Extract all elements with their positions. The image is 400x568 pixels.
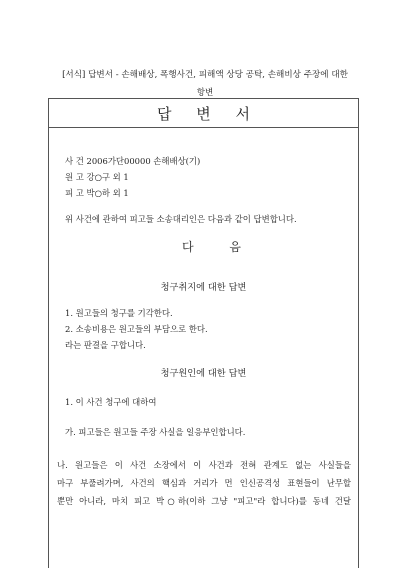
answer-document-frame xyxy=(48,98,359,568)
paragraph-na-line-3: 뿐만 아니라, 마치 피고 박○하(이하 그냥 "피고"라 합니다)를 동네 건달 xyxy=(57,496,351,506)
document-title: 답 변 서 xyxy=(156,104,260,123)
paragraph-na-line-1: 나. 원고들은 이 사건 소장에서 이 사건과 전혀 관계도 없는 사실들을 xyxy=(57,460,351,470)
next-heading: 다 음 xyxy=(182,240,257,254)
caption-line-1: [서식] 답변서 - 손해배상, 폭행사건, 피해액 상당 공탁, 손해비상 주장에 대한 xyxy=(62,70,348,80)
case-line: 사 건 2006가단00000 손해배상(기) xyxy=(65,156,201,166)
subsection-1-title: 1. 이 사건 청구에 대하여 xyxy=(65,397,157,407)
section-claim-cause-title: 청구원인에 대한 답변 xyxy=(160,368,247,379)
document-title-box xyxy=(49,99,358,128)
paragraph-ga: 가. 피고들은 원고들 주장 사실을 일응부인합니다. xyxy=(65,427,246,437)
claim-conclusion: 라는 판결을 구합니다. xyxy=(65,340,146,350)
claim-item-2: 2. 소송비용은 원고들의 부담으로 한다. xyxy=(65,324,208,334)
paragraph-na-line-2: 마구 부풀려가며, 사건의 핵심과 거리가 먼 인신공격성 표현들이 난무할 xyxy=(57,478,351,488)
intro-paragraph: 위 사건에 관하여 피고들 소송대리인은 다음과 같이 답변합니다. xyxy=(65,214,297,224)
section-claim-purpose-title: 청구취지에 대한 답변 xyxy=(160,282,247,293)
plaintiff-line: 원 고 강○구 외 1 xyxy=(65,172,129,182)
document-caption xyxy=(40,66,370,102)
defendant-line: 피 고 박○하 외 1 xyxy=(65,188,129,198)
claim-item-1: 1. 원고들의 청구를 기각한다. xyxy=(65,308,173,318)
caption-line-2: 항변 xyxy=(196,88,214,98)
